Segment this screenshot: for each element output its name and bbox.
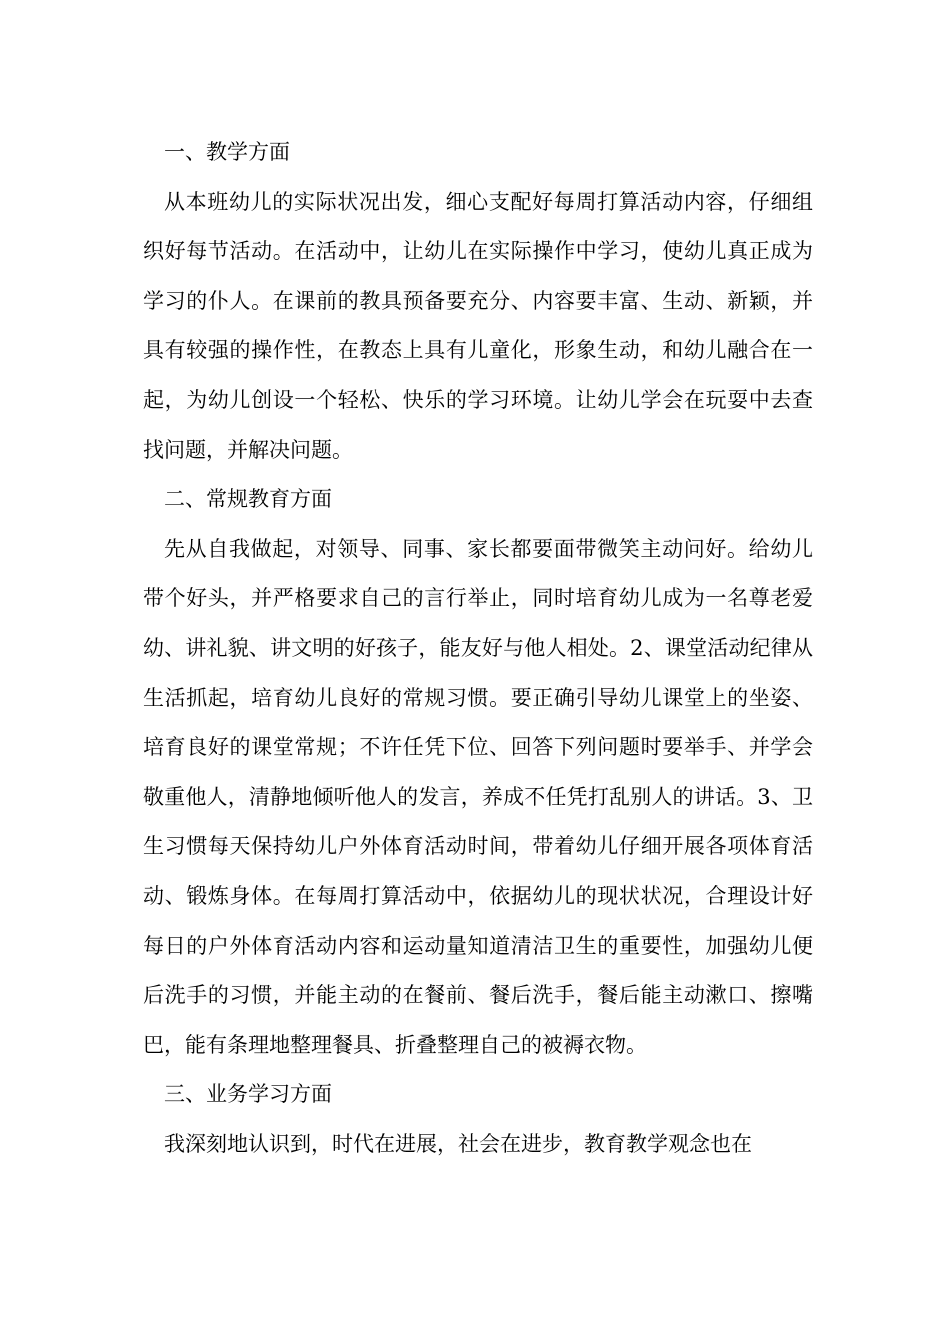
section-heading-teaching: 一、教学方面	[164, 140, 290, 164]
section-heading-routine-education: 二、常规教育方面	[164, 487, 332, 512]
section-paragraph-professional-study: 我深刻地认识到，时代在进展，社会在进步，教育教学观念也在	[164, 1131, 752, 1156]
section-paragraph-teaching: 从本班幼儿的实际状况出发，细心支配好每周打算活动内容，仔细组织好每节活动。在活动中，让幼儿在实际操作中学习，使幼儿真正成为学习的仆人。在课前的教具预备要充分、内容要丰富、生动、新颖，并具有较强的操作性，在教态上具有儿童化，形象生动，和幼儿融合在一起，为幼儿创设一个轻松、快乐的学习环境。让幼儿学会在玩耍中去查找问题，并解决问题。	[143, 189, 813, 462]
document-body	[143, 128, 813, 1169]
section-paragraph-routine-education: 先从自我做起，对领导、同事、家长都要面带微笑主动问好。给幼儿带个好头，并严格要求自己的言行举止，同时培育幼儿成为一名尊老爱幼、讲礼貌、讲文明的好孩子，能友好与他人相处。2、课堂活动纪律从生活抓起，培育幼儿良好的常规习惯。要正确引导幼儿课堂上的坐姿、培育良好的课堂常规；不许任凭下位、回答下列问题时要举手、并学会敬重他人，清静地倾听他人的发言，养成不任凭打乱别人的讲话。3、卫生习惯每天保持幼儿户外体育活动时间，带着幼儿仔细开展各项体育活动、锻炼身体。在每周打算活动中，依据幼儿的现状状况，合理设计好每日的户外体育活动内容和运动量知道清洁卫生的重要性，加强幼儿便后洗手的习惯，并能主动的在餐前、餐后洗手，餐后能主动漱口、擦嘴巴，能有条理地整理餐具、折叠整理自己的被褥衣物。	[143, 536, 813, 1057]
section-heading-professional-study: 三、业务学习方面	[164, 1082, 332, 1107]
